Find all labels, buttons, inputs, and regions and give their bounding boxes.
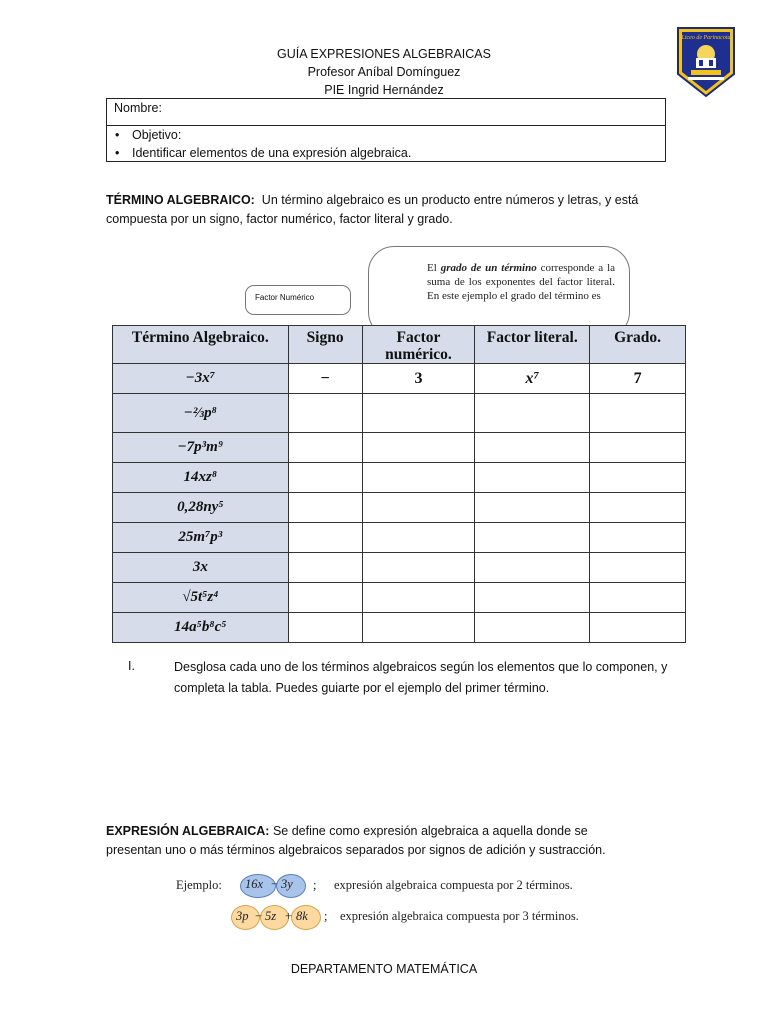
table-row (113, 583, 686, 613)
school-crest-icon (676, 26, 736, 98)
table-row (113, 463, 686, 493)
signo-cell[interactable] (288, 463, 362, 493)
example2-term2: 5z (265, 909, 277, 923)
term-cell: 14a⁵b⁸c⁵ (113, 613, 289, 643)
table-row (113, 523, 686, 553)
example2-desc: expresión algebraica compuesta por 3 términos. (340, 909, 579, 923)
example2-op2: + (285, 909, 293, 923)
table-row (113, 553, 686, 583)
factor-literal-cell[interactable] (475, 433, 590, 463)
svg-text:Liceo de Parinacota: Liceo de Parinacota (681, 35, 731, 41)
factor-numerico-cell[interactable] (362, 613, 475, 643)
expression-heading: EXPRESIÓN ALGEBRAICA: (106, 824, 270, 838)
factor-numerico-cell[interactable] (362, 433, 475, 463)
header-grado: Grado. (590, 326, 686, 364)
term-cell: 25m⁷p³ (113, 523, 289, 553)
example1-term2: 3y (281, 877, 293, 891)
grado-callout-text: El grado de un término corresponde a la suma de los exponentes del factor literal. En este ejemplo el grado del término es (427, 262, 616, 302)
factor-numerico-callout (245, 285, 351, 315)
objective-label: • Objetivo: (132, 127, 665, 145)
terms-table (112, 325, 686, 643)
term-heading: TÉRMINO ALGEBRAICO: (106, 193, 255, 207)
table-row (113, 493, 686, 523)
grado-cell[interactable] (590, 613, 686, 643)
factor-numerico-cell[interactable] (362, 553, 475, 583)
header-signo: Signo (288, 326, 362, 364)
grado-cell[interactable] (590, 394, 686, 433)
header-factor-numerico: Factor numérico. (362, 326, 475, 364)
expression-text: Se define como expresión algebraica a aquella donde se presentan uno o más términos algebraicos separados por signos de adición y sustracción. (106, 824, 606, 857)
factor-numerico-callout-text: Factor Numérico (255, 293, 315, 302)
doc-title: GUÍA EXPRESIONES ALGEBRAICAS (277, 47, 491, 61)
term-cell: 3x (113, 553, 289, 583)
term-cell: −3x⁷ (113, 364, 289, 394)
factor-literal-cell[interactable] (475, 583, 590, 613)
factor-numerico-cell[interactable] (362, 583, 475, 613)
table-row (113, 364, 686, 394)
example2-term1: 3p (236, 909, 249, 923)
grado-cell[interactable] (590, 583, 686, 613)
objective-box (106, 125, 666, 162)
table-header-row (113, 326, 686, 364)
doc-teacher: Profesor Aníbal Domínguez (307, 65, 461, 79)
expression-definition (106, 822, 646, 860)
header-factor-literal: Factor literal. (475, 326, 590, 364)
factor-literal-cell[interactable] (475, 553, 590, 583)
term-cell: −7p³m⁹ (113, 433, 289, 463)
grado-cell: 7 (590, 364, 686, 394)
grado-cell[interactable] (590, 523, 686, 553)
factor-numerico-cell[interactable] (362, 463, 475, 493)
grado-cell[interactable] (590, 433, 686, 463)
table-row (113, 613, 686, 643)
factor-numerico-cell[interactable] (362, 493, 475, 523)
example2-sep: ; (324, 909, 328, 923)
instruction-text: Desglosa cada uno de los términos algebraicos según los elementos que lo componen, y completa la tabla. Puedes guiarte por el ejemplo del primer término. (174, 660, 668, 695)
factor-numerico-cell[interactable] (362, 523, 475, 553)
signo-cell[interactable] (288, 523, 362, 553)
example2-op1: − (255, 909, 263, 923)
example1-desc: expresión algebraica compuesta por 2 términos. (334, 878, 573, 892)
name-box (106, 98, 666, 126)
signo-cell[interactable] (288, 493, 362, 523)
example1-term1: 16x (245, 877, 264, 891)
term-cell: 0,28ny⁵ (113, 493, 289, 523)
example1-op: − (271, 877, 279, 891)
term-cell: √5t⁵z⁴ (113, 583, 289, 613)
table-row (113, 394, 686, 433)
signo-cell[interactable] (288, 583, 362, 613)
term-cell: −⅔p⁸ (113, 394, 289, 433)
factor-literal-cell[interactable] (475, 394, 590, 433)
term-text: Un término algebraico es un producto entre números y letras, y está compuesta por un signo, factor numérico, factor literal y grado. (106, 193, 639, 226)
term-definition (106, 191, 646, 229)
name-label: Nombre: (114, 101, 162, 115)
example1-sep: ; (313, 878, 317, 892)
factor-literal-cell[interactable] (475, 613, 590, 643)
factor-literal-cell[interactable] (475, 523, 590, 553)
signo-cell[interactable] (288, 433, 362, 463)
grado-cell[interactable] (590, 553, 686, 583)
objective-text: • Identificar elementos de una expresión algebraica. (132, 145, 665, 163)
factor-numerico-cell: 3 (362, 364, 475, 394)
factor-literal-cell[interactable] (475, 493, 590, 523)
table-row (113, 433, 686, 463)
grado-cell[interactable] (590, 493, 686, 523)
signo-cell[interactable] (288, 394, 362, 433)
instruction-number: I. (128, 659, 135, 673)
footer-department: DEPARTAMENTO MATEMÁTICA (290, 962, 478, 976)
term-cell: 14xz⁸ (113, 463, 289, 493)
signo-cell: − (288, 364, 362, 394)
doc-pie: PIE Ingrid Hernández (324, 83, 444, 97)
grado-cell[interactable] (590, 463, 686, 493)
factor-numerico-cell[interactable] (362, 394, 475, 433)
factor-literal-cell: x⁷ (475, 364, 590, 394)
example2-term3: 8k (296, 909, 308, 923)
example-label: Ejemplo: (176, 878, 222, 892)
header-termino: Término Algebraico. (113, 326, 289, 364)
factor-literal-cell[interactable] (475, 463, 590, 493)
signo-cell[interactable] (288, 613, 362, 643)
signo-cell[interactable] (288, 553, 362, 583)
